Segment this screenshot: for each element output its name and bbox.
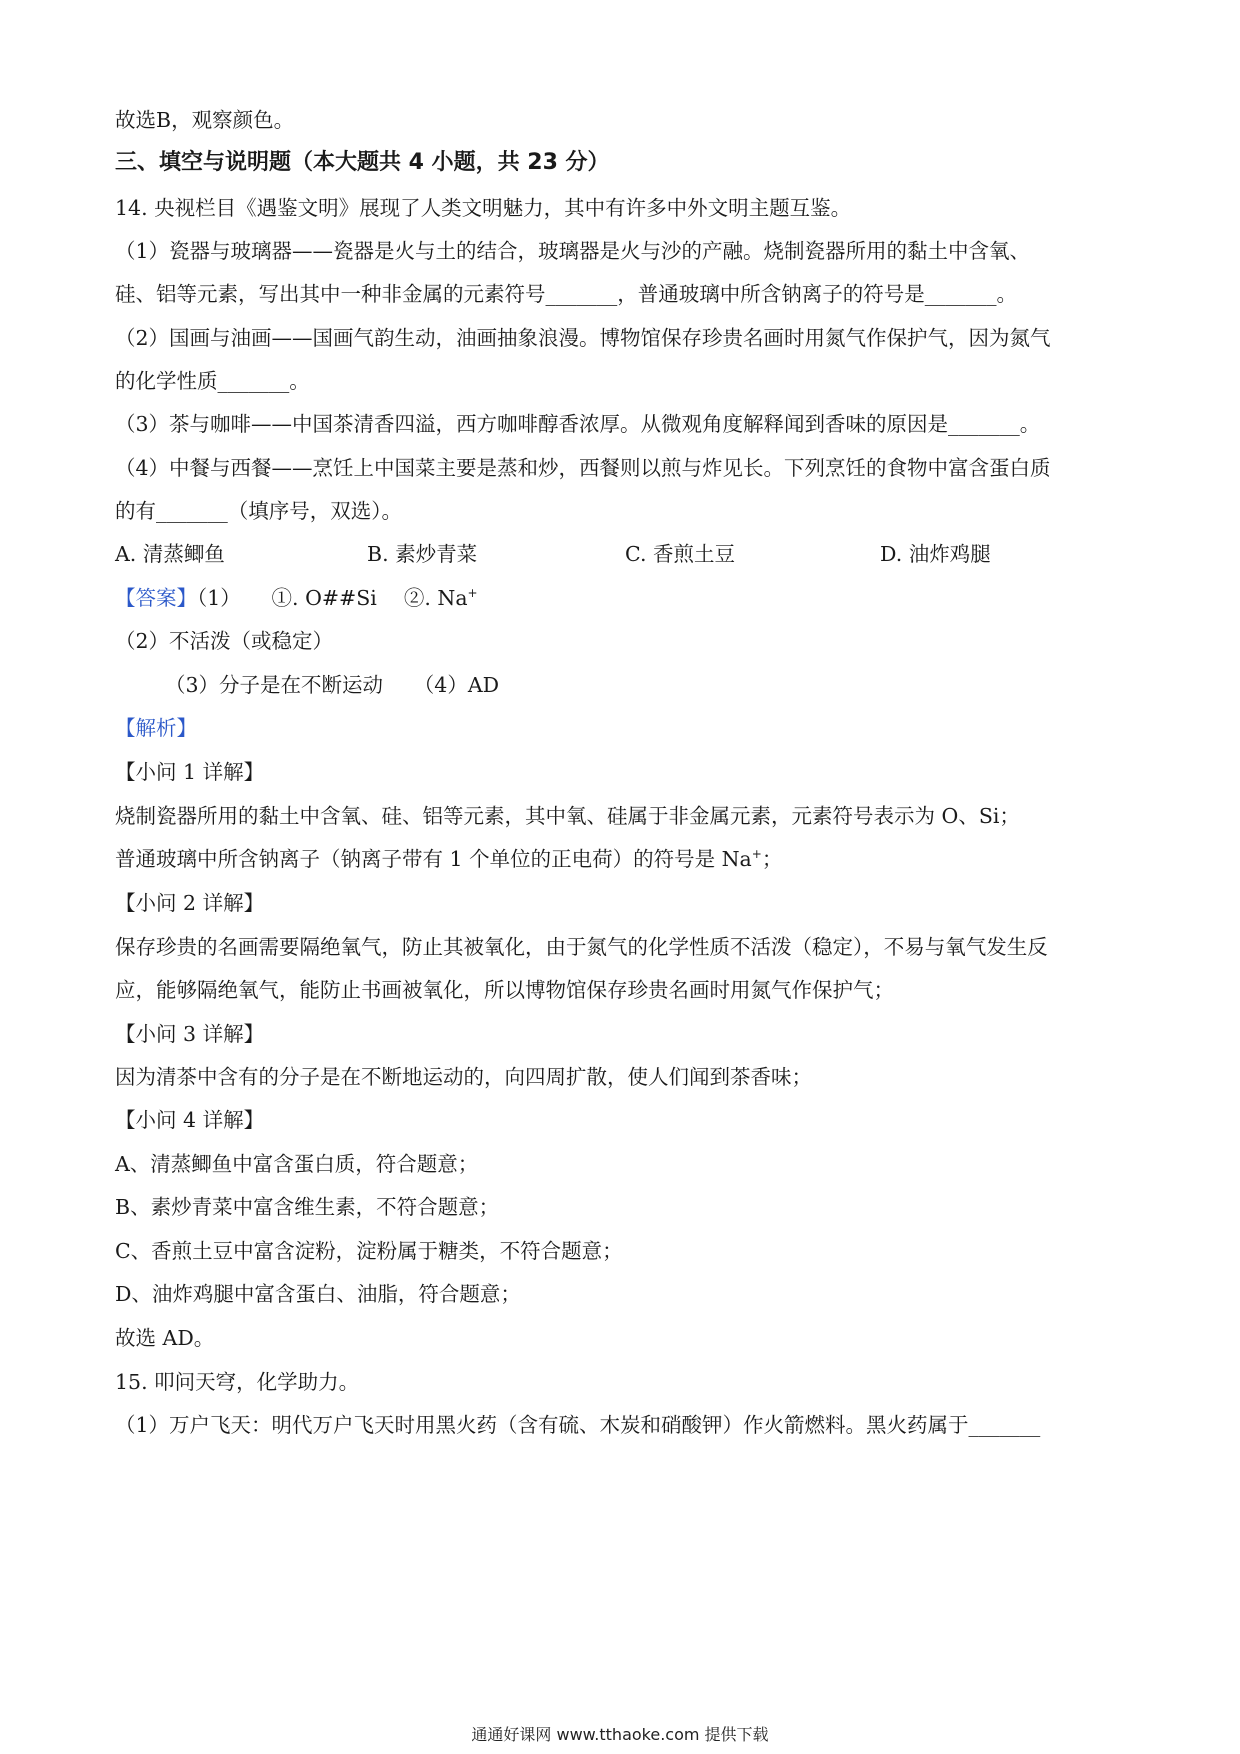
sub1-text-b-main: 普通玻璃中所含钠离子（钠离子带有 1 个单位的正电荷）的符号是 Na [115,847,752,871]
sub2-text-b: 应，能够隔绝氧气，能防止书画被氧化，所以博物馆保存珍贵名画时用氮气作保护气； [115,978,894,1002]
question-14: 14. 央视栏目《遇鉴文明》展现了人类文明魅力，其中有许多中外文明主题互鉴。 [115,196,852,220]
question-15-part1: （1）万户飞天：明代万户飞天时用黑火药（含有硫、木炭和硝酸钾）作火箭燃料。黑火药属于_______ [115,1413,1041,1437]
text-line: 故选B，观察颜色。 [115,108,295,132]
option-d: D. 油炸鸡腿 [880,542,991,566]
sub4-text-d: D、油炸鸡腿中富含蛋白、油脂，符合题意； [115,1282,521,1306]
question-15: 15. 叩问天穹，化学助力。 [115,1370,360,1394]
sub1-text-b-end: ； [761,847,783,871]
answer-part34: （3）分子是在不断运动 （4）AD [165,673,500,697]
sub-heading-4: 【小问 4 详解】 [115,1108,265,1132]
question-14-part4-cont: 的有_______（填序号，双选）。 [115,499,402,523]
option-b: B. 素炒青菜 [367,542,478,566]
sub1-text-b [115,846,782,872]
question-14-part4: （4）中餐与西餐——烹饪上中国菜主要是蒸和炒，西餐则以煎与炸见长。下列烹饪的食物中富含蛋白质 [115,456,1051,480]
answer-label: 【答案】 [115,586,197,610]
answer-line [115,585,478,611]
answer-part2: （2）不活泼（或稳定） [115,629,334,653]
question-14-part3: （3）茶与咖啡——中国茶清香四溢，西方咖啡醇香浓厚。从微观角度解释闻到香味的原因是_______。 [115,412,1041,436]
sub1-text-a: 烧制瓷器所用的黏土中含氧、硅、铝等元素，其中氧、硅属于非金属元素，元素符号表示为 O、Si； [115,804,1020,828]
answer-part1: （1） ①. O##Si ②. Na [197,586,468,610]
question-14-part2: （2）国画与油画——国画气韵生动，油画抽象浪漫。博物馆保存珍贵名画时用氮气作保护气，因为氮气 [115,326,1051,350]
sub4-text-b: B、素炒青菜中富含维生素，不符合题意； [115,1195,500,1219]
answer-part1-sup: + [467,586,478,600]
question-14-part1-cont: 硅、铝等元素，写出其中一种非金属的元素符号_______，普通玻璃中所含钠离子的符号是_______。 [115,282,1017,306]
question-14-part1: （1）瓷器与玻璃器——瓷器是火与土的结合，玻璃器是火与沙的产融。烧制瓷器所用的黏土中含氧、 [115,239,1031,263]
sub1-text-b-sup: + [751,847,762,861]
sub4-text-c: C、香煎土豆中富含淀粉，淀粉属于糖类，不符合题意； [115,1239,623,1263]
sub-heading-1: 【小问 1 详解】 [115,760,265,784]
sub4-conclusion: 故选 AD。 [115,1326,215,1350]
sub-heading-2: 【小问 2 详解】 [115,891,265,915]
page-footer: 通通好课网 www.tthaoke.com 提供下载 [471,1725,769,1744]
sub4-text-a: A、清蒸鲫鱼中富含蛋白质，符合题意； [115,1152,479,1176]
option-c: C. 香煎土豆 [625,542,735,566]
section-heading: 三、填空与说明题（本大题共 4 小题，共 23 分） [115,150,610,175]
sub3-text-a: 因为清茶中含有的分子是在不断地运动的，向四周扩散，使人们闻到茶香味； [115,1065,812,1089]
sub2-text-a: 保存珍贵的名画需要隔绝氧气，防止其被氧化，由于氮气的化学性质不活泼（稳定），不易与氧气发生反 [115,935,1048,959]
question-14-part2-cont: 的化学性质_______。 [115,369,310,393]
analysis-label: 【解析】 [115,716,197,740]
sub-heading-3: 【小问 3 详解】 [115,1022,265,1046]
option-a: A. 清蒸鲫鱼 [115,542,225,566]
